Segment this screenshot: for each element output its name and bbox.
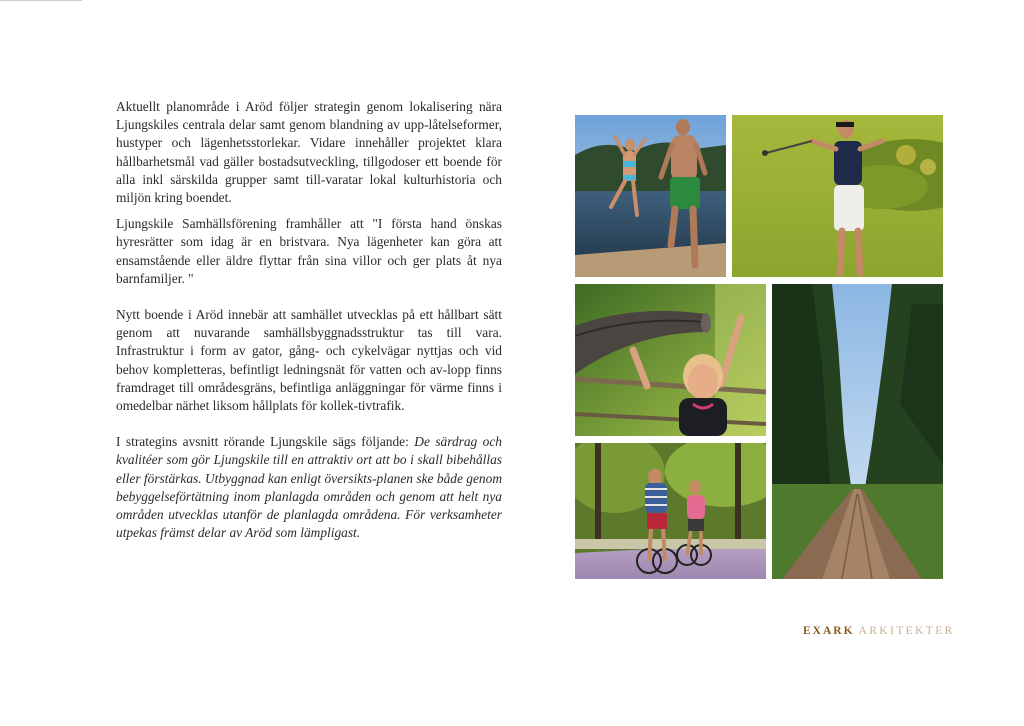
photo-forest-road bbox=[772, 284, 943, 579]
brand-name-bold: EXARK bbox=[803, 625, 855, 637]
paragraph-infrastruktur: Nytt boende i Aröd innebär att samhället utvecklas på ett hållbart sätt genom att nuvarande samhällsbyggnadsstruktur tas till vara. Infrastruktur i form av gator, gång- och cykelvägar nyttjas och vid behov kompletteras, befintligt ledningsnät för vatten och av-lopp finns framdraget till områdesgräns, befintliga anläggningar för värme finns i omedelbar närhet liksom hållplats för kollek-tivtrafik. bbox=[116, 307, 502, 414]
paragraph-planomrade: Aktuellt planområde i Aröd följer strategin genom lokalisering nära Ljungskiles centrala delar samt genom blandning av upp-låtelseformer, hustyper och lägenhetsstorlekar. Vidare innehåller projektet klara hållbarhetsmål vad gäller bostadsutveckling, tillgodoser ett boende för alla inkl särskilda grupper samt till-varatar lokal kulturhistoria och miljön kring boendet. bbox=[116, 99, 502, 206]
brand-name-light: ARKITEKTER bbox=[858, 625, 955, 637]
strategi-quote: De särdrag och kvalitéer som gör Ljungskile till en attraktiv ort att bo i skall bibehållas eller förstärkas. Utbyggnad kan enligt översikts-planen ske både genom bebyggelseförtätning inom planlagda områden och genom att helt nya områden utvecklas utanför de planlagda områdena. För verksamheter utpekas främst delar av Aröd som lämpligast. bbox=[116, 434, 502, 541]
paragraph-samhallsforening: Ljungskile Samhällsförening framhåller att "I första hand önskas hyresrätter som idag är en bristvara. Nya lägenheter kan göra att ensamstående eller äldre flyttar från sina villor och ger plats åt nya barnfamiljer. " bbox=[116, 216, 502, 286]
photo-cyclists bbox=[575, 443, 766, 579]
photo-golfer bbox=[732, 115, 943, 277]
photo-swimming bbox=[575, 115, 726, 277]
strategi-intro: I strategins avsnitt rörande Ljungskile sägs följande: bbox=[116, 434, 415, 450]
paragraph-strategi bbox=[116, 433, 502, 542]
corner-rule bbox=[0, 0, 82, 1]
body-text-column bbox=[116, 98, 502, 542]
photo-woman-log bbox=[575, 284, 766, 436]
footer-brand-logo bbox=[803, 625, 955, 637]
